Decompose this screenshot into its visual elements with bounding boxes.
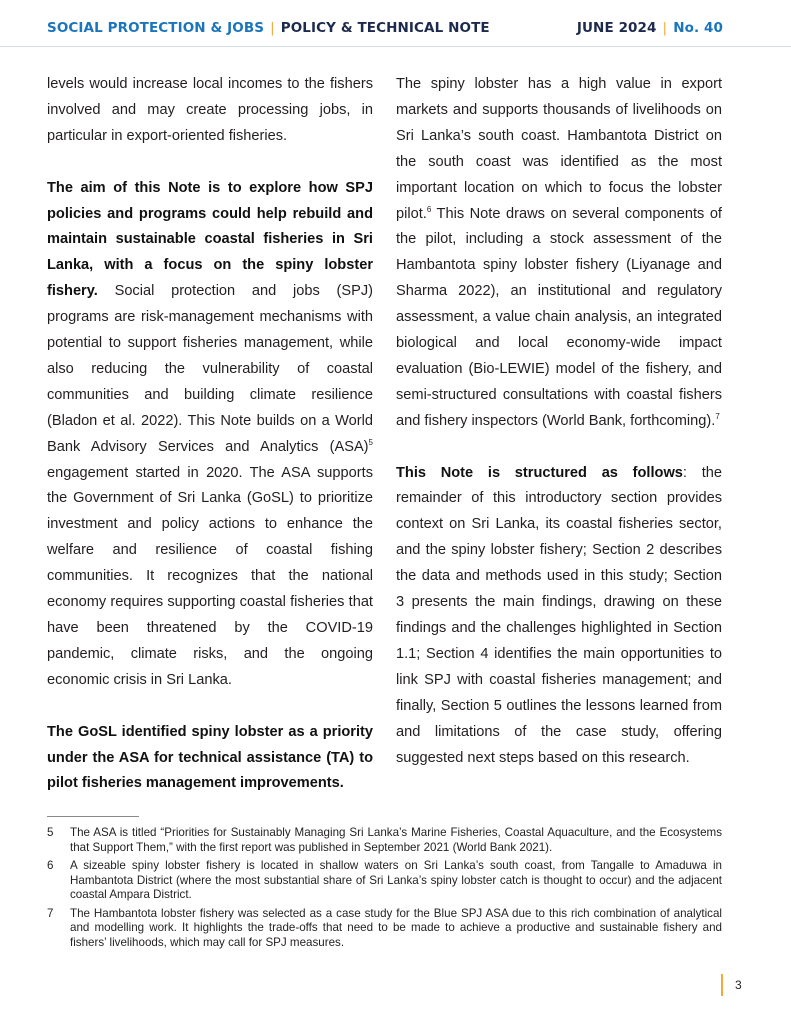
right-p2-lead: This Note is structured as follows <box>396 464 683 481</box>
header-section: SOCIAL PROTECTION & JOBS <box>47 20 265 36</box>
header-right <box>577 20 723 36</box>
header-separator: | <box>662 20 668 36</box>
page-number: 3 <box>721 974 742 996</box>
header-rule <box>0 46 791 47</box>
header-number: No. 40 <box>673 20 723 36</box>
header-separator: | <box>270 20 275 36</box>
left-paragraph-2 <box>47 176 373 694</box>
right-p1-text-b: This Note draws on several components of the pilot, including a stock assessment of the Hambantota spiny lobster fishery (Liyanage and Sharma 2022), an institutional and regulatory assessment, a value chain analysis, an integrated biological and local economy-wide impact evaluation (Bio-LEWIE) model of the fishery, and semi-structured consultations with coastal fishers and fishery inspectors (World Bank, forthcoming). <box>396 205 722 429</box>
header-date: JUNE 2024 <box>576 20 657 36</box>
right-p2-text: : the remainder of this introductory section provides context on Sri Lanka, its coastal fisheries sector, and the spiny lobster fishery; Section 2 describes the data and methods used in this study; Section 3 presents the main findings, drawing on these findings and the challenges highlighted in Section 1.1; Section 4 identifies the main opportunities to link SPJ with coastal fisheries management; and finally, Section 5 outlines the lessons learned from and limitations of the case study, offering suggested next steps based on this research. <box>396 464 722 766</box>
footnote-number: 6 <box>47 859 54 872</box>
header-series: POLICY & TECHNICAL NOTE <box>280 20 490 36</box>
right-paragraph-2 <box>396 461 722 772</box>
page-header <box>47 20 723 42</box>
header-left <box>47 20 490 36</box>
footnote-text: The Hambantota lobster fishery was selected as a case study for the Blue SPJ ASA due to this rich combination of analytical and modelling work. It highlights the trade-offs that need to be made to achieve a productive and sustainable fishery and fishers’ livelihoods, which may call for SPJ measures. <box>70 906 722 949</box>
footnotes <box>47 826 722 954</box>
right-column <box>396 72 722 797</box>
left-paragraph-3 <box>47 720 373 798</box>
right-p1-text-a: The spiny lobster has a high value in export markets and supports thousands of livelihoods on Sri Lanka’s south coast. Hambantota District on the south coast was identified as the most important location on which to focus the lobster pilot. <box>396 76 722 222</box>
footnote-item <box>47 859 722 903</box>
right-paragraph-1 <box>396 72 722 435</box>
footnote-text: A sizeable spiny lobster fishery is located in shallow waters on Sri Lanka’s south coast, from Tangalle to Amaduwa in Hambantota District (where the most substantial share of Sri Lanka’s spiny lobster catch is thought to occur) and the adjacent coastal Ampara District. <box>70 859 722 901</box>
footnote-ref-7[interactable]: 7 <box>715 411 720 421</box>
footnote-ref-5[interactable]: 5 <box>368 437 373 447</box>
left-paragraph-1 <box>47 72 373 150</box>
footnote-item <box>47 826 722 855</box>
left-p1-text: levels would increase local incomes to the fishers involved and may create processing jobs, in particular in export-oriented fisheries. <box>47 76 373 144</box>
left-p2-text-b: engagement started in 2020. The ASA supports the Government of Sri Lanka (GoSL) to prioritize investment and policy actions to enhance the welfare and resilience of coastal fishing communities. It recognizes that the national economy requires supporting coastal fisheries that have been threatened by the COVID-19 pandemic, climate risks, and the ongoing economic crisis in Sri Lanka. <box>47 464 373 688</box>
left-column <box>47 72 373 823</box>
footnote-ref-6[interactable]: 6 <box>426 204 432 214</box>
left-p2-text-a: Social protection and jobs (SPJ) programs are risk-management mechanisms with potential to support fisheries management, while also reducing the vulnerability of coastal communities and building climate resilience (Bladon et al. 2022). This Note builds on a World Bank Advisory Services and Analytics (ASA) <box>47 283 373 455</box>
footnote-item <box>47 907 722 951</box>
footnote-number: 5 <box>47 826 54 839</box>
left-p2-lead: The aim of this Note is to explore how SPJ policies and programs could help rebuild and maintain sustainable coastal fisheries in Sri Lanka, with a focus on the spiny lobster fishery. <box>47 179 373 300</box>
footnote-number: 7 <box>47 906 54 920</box>
footnote-text: The ASA is titled “Priorities for Sustainably Managing Sri Lanka’s Marine Fisheries, Coastal Aquaculture, and the Ecosystems that Support Them,” with the first report was published in September 2021 (World Bank 2021). <box>70 826 722 854</box>
left-p3-lead: The GoSL identified spiny lobster as a priority under the ASA for technical assistance (TA) to pilot fisheries management improvements. <box>47 723 373 792</box>
footnote-rule <box>47 816 139 817</box>
